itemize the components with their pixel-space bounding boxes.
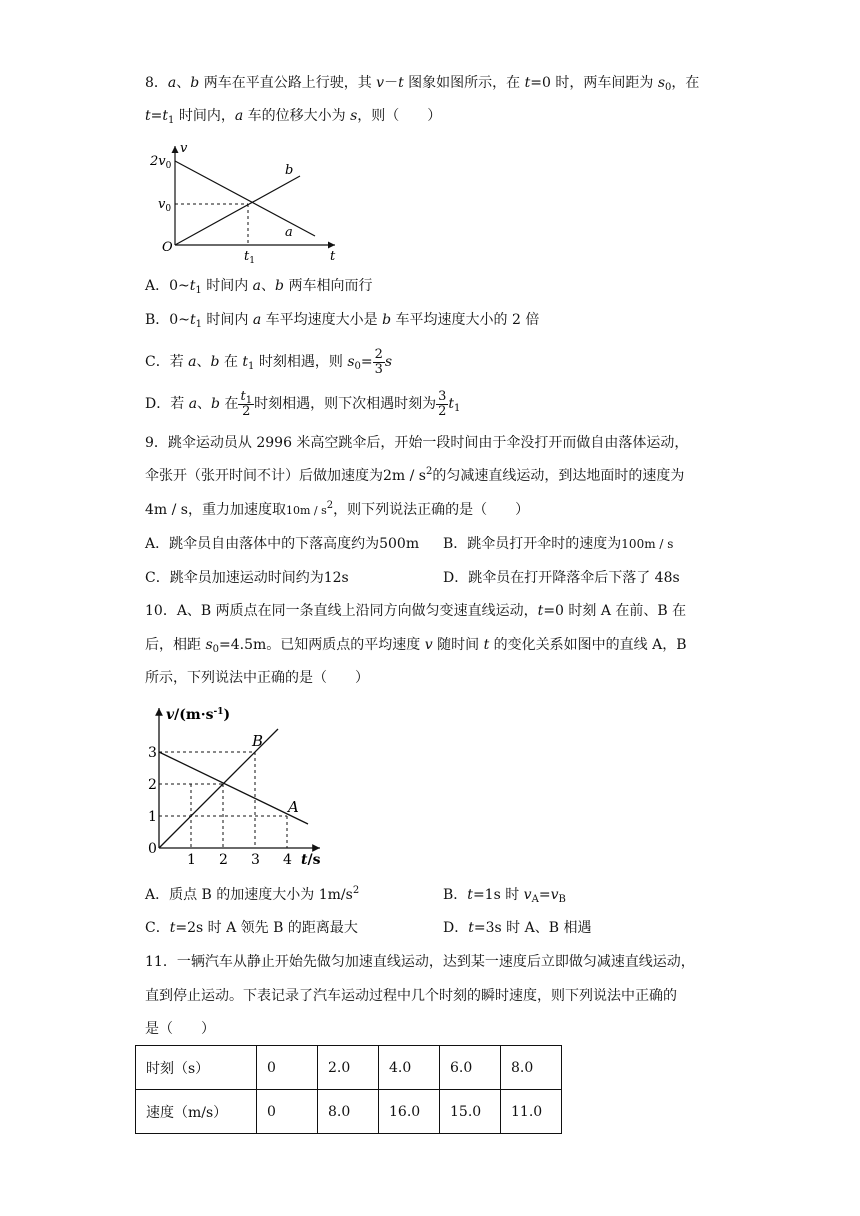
q9-stem-line2: 伞张开（张开时间不计）后做加速度为$2m / s^2$的匀减速直线运动，到达地面时的速度为 xyxy=(145,466,685,484)
table-row xyxy=(136,1046,562,1090)
q11-stem-line3: 是（ ） xyxy=(145,1021,215,1037)
q8-d-fraction-t1-half: $\frac{t_1}{2}$ xyxy=(240,388,253,419)
table-cell: 16.0 xyxy=(379,1090,440,1134)
q10-ylabel: $v/(m\cdot s^{-1})$ xyxy=(166,707,231,723)
q9-option-a[interactable]: A．跳伞员自由落体中的下落高度约为500m xyxy=(145,536,420,552)
q11-stem-line1: 11．一辆汽车从静止开始先做匀加速直线运动，达到某一速度后立即做匀减速直线运动， xyxy=(145,954,695,970)
q8-t1-label: $t_1$ xyxy=(244,249,255,266)
q8-line-a xyxy=(175,161,315,236)
q10-ytick-3: 3 xyxy=(148,745,157,761)
table-cell: 8.0 xyxy=(501,1046,562,1090)
q10-vt-graph xyxy=(140,702,340,870)
table-cell: 4.0 xyxy=(379,1046,440,1090)
q10-xtick-4: 4 xyxy=(283,852,292,868)
q8-stem-line1: 8．a、b 两车在平直公路上行驶，其 v－t 图象如图所示，在 t=0 时，两车间距为 $s_0$，在 xyxy=(145,75,700,93)
q11-data-table xyxy=(135,1045,562,1134)
table-row xyxy=(136,1090,562,1134)
q8-line-a-label: a xyxy=(285,225,293,240)
q10-ytick-2: 2 xyxy=(148,777,157,793)
q8-stem-line2: $t=t_1$ 时间内，a 车的位移大小为 s，则（ ） xyxy=(145,108,442,126)
q9-option-d[interactable]: D．跳伞员在打开降落伞后下落了 48s xyxy=(443,570,680,586)
q10-ytick-1: 1 xyxy=(148,809,157,825)
q10-xtick-3: 3 xyxy=(251,852,260,868)
q11-stem-line2: 直到停止运动。下表记录了汽车运动过程中几个时刻的瞬时速度，则下列说法中正确的 xyxy=(145,988,677,1004)
table-cell: 2.0 xyxy=(318,1046,379,1090)
q8-option-d[interactable]: D．若 a、b 在 $\frac{t_1}{2}$ 时刻相遇，则下次相遇时刻为 $\frac{3}{2}$ $t_1$ xyxy=(145,388,461,419)
q8-c-fraction: $\frac{2}{3}$ xyxy=(374,346,383,377)
q8-d-fraction-three-half: $\frac{3}{2}$ xyxy=(438,388,447,419)
q10-option-b[interactable]: B．t=1s 时 $v_A=v_B$ xyxy=(443,887,566,905)
q8-line-b xyxy=(175,176,300,245)
q10-line-a-label: A xyxy=(288,798,299,816)
q9-option-c[interactable]: C．跳伞员加速运动时间约为12s xyxy=(145,570,349,586)
table-cell: 时刻（s） xyxy=(136,1046,257,1090)
q10-option-a[interactable]: A．质点 B 的加速度大小为 $1m/s^2$ xyxy=(145,885,360,903)
q10-xtick-1: 1 xyxy=(187,852,196,868)
q10-stem-line3: 所示，下列说法中正确的是（ ） xyxy=(145,670,369,686)
q8-vt-graph xyxy=(140,138,350,268)
table-cell: 0 xyxy=(257,1046,318,1090)
q8-option-b[interactable]: B．$0\sim t_1$ 时间内 a 车平均速度大小是 b 车平均速度大小的 2 倍 xyxy=(145,312,540,330)
table-cell: 11.0 xyxy=(501,1090,562,1134)
q10-option-d[interactable]: D．t=3s 时 A、B 相遇 xyxy=(443,920,592,936)
q8-line-b-label: b xyxy=(285,163,294,178)
q10-ytick-0: 0 xyxy=(148,841,157,857)
q10-stem-line1: 10．A、B 两质点在同一条直线上沿同方向做匀变速直线运动，t=0 时刻 A 在前、B 在 xyxy=(145,603,687,619)
q10-line-a xyxy=(159,752,308,824)
q8-v-label: v xyxy=(180,141,188,156)
q10-line-b-label: B xyxy=(252,732,264,750)
q9-option-b[interactable]: B．跳伞员打开伞时的速度为100m / s xyxy=(443,536,674,552)
table-cell: 速度（m/s） xyxy=(136,1090,257,1134)
q8-t-label: t xyxy=(330,249,336,264)
q10-xlabel: t/s xyxy=(301,852,321,868)
q8-option-a[interactable]: A．$0\sim t_1$ 时间内 a、b 两车相向而行 xyxy=(145,278,373,296)
q10-option-c[interactable]: C．t=2s 时 A 领先 B 的距离最大 xyxy=(145,920,358,936)
q8-v0-label: $v_0$ xyxy=(158,197,172,214)
table-cell: 15.0 xyxy=(440,1090,501,1134)
q10-stem-line2: 后，相距 $s_0=4.5m$。已知两质点的平均速度 v 随时间 t 的变化关系如图中的直线 A，B xyxy=(145,637,687,655)
q9-stem-line3: 4m / s，重力加速度取$10m / s^2$，则下列说法正确的是（ ） xyxy=(145,500,530,518)
table-cell: 0 xyxy=(257,1090,318,1134)
q8-2v0-label: $2v_0$ xyxy=(150,154,172,171)
table-cell: 6.0 xyxy=(440,1046,501,1090)
q10-xtick-2: 2 xyxy=(219,852,228,868)
table-cell: 8.0 xyxy=(318,1090,379,1134)
q8-origin-label: O xyxy=(162,240,173,255)
q9-stem-line1: 9．跳伞运动员从 2996 米高空跳伞后，开始一段时间由于伞没打开而做自由落体运动， xyxy=(145,435,689,451)
q8-option-c[interactable]: C．若 a、b 在 $t_1$ 时刻相遇，则 $s_0=$ $\frac{2}{3}$ s xyxy=(145,346,393,377)
